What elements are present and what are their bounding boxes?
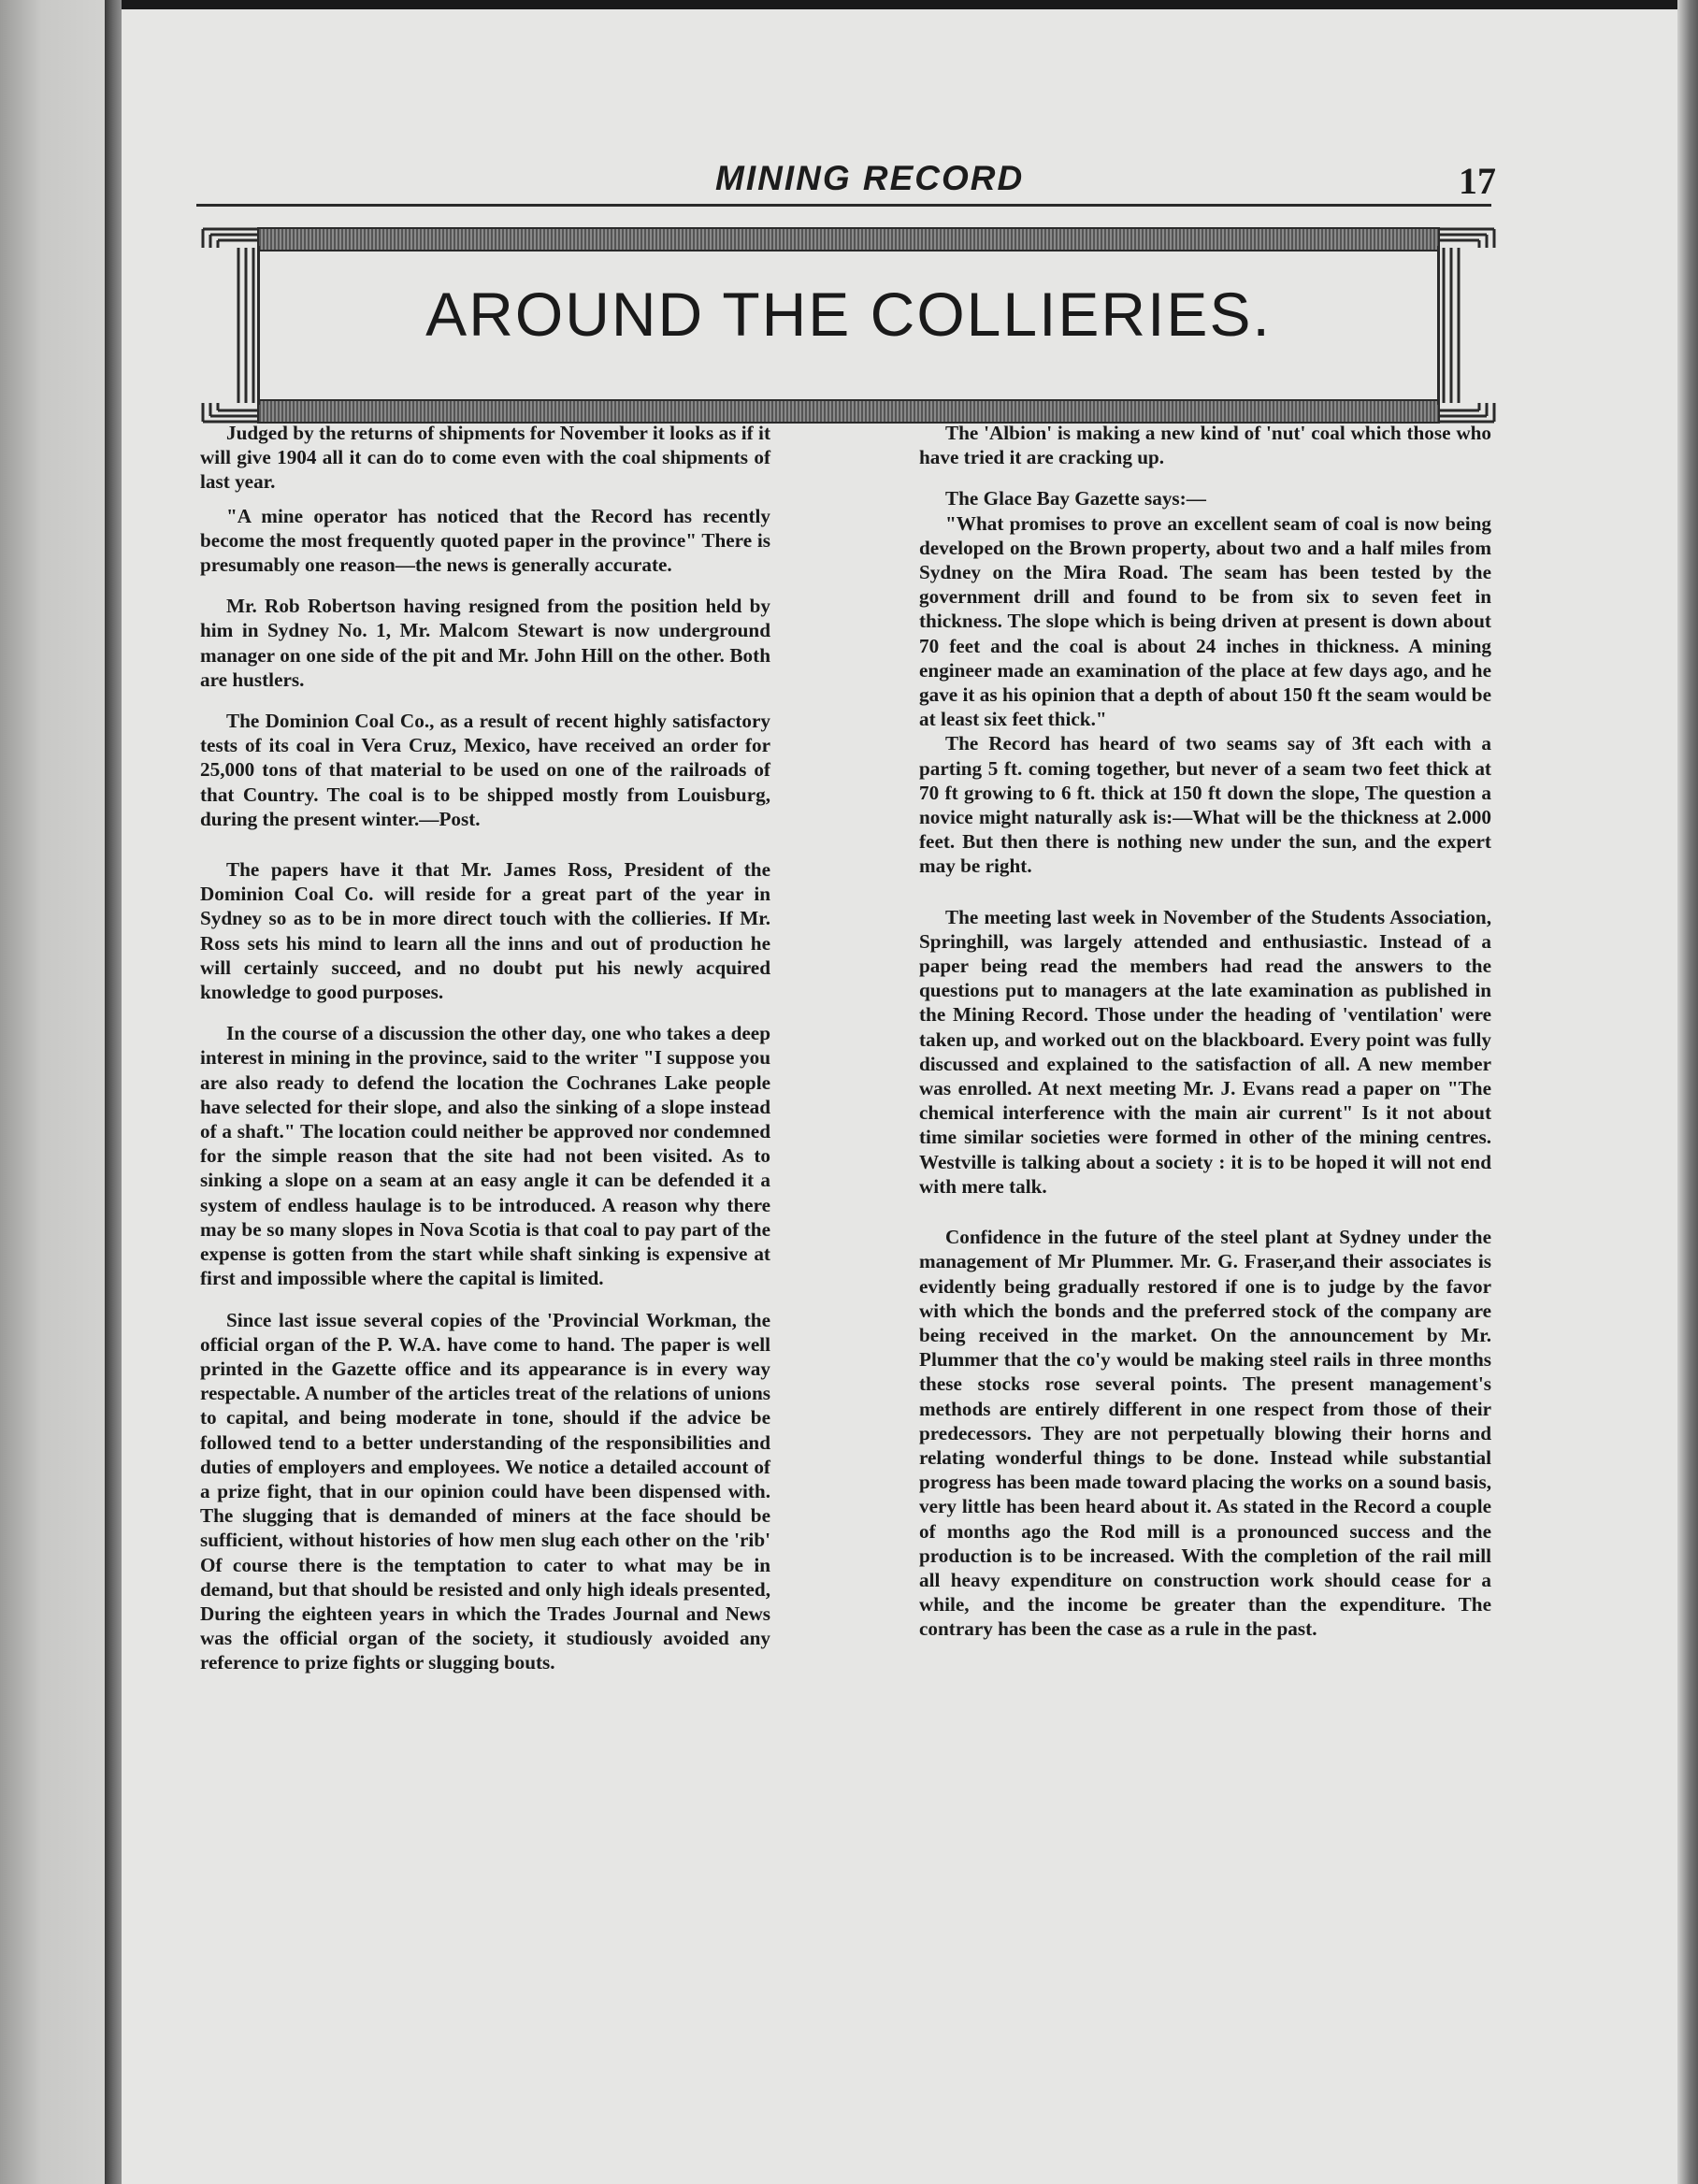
section-title: AROUND THE COLLIERIES. [425,280,1272,349]
scan-right-edge [1677,0,1698,2184]
paragraph: Mr. Rob Robertson having resigned from the position held by him in Sydney No. 1, Mr. Malcom Stewart is now underground manager on one side of the pit and Mr. John Hill on the other. Both are hustlers. [200,595,770,691]
paragraph: The meeting last week in November of the Students Association, Springhill, was largely attended and enthusiastic. Instead of a paper being read the members had read the answers to the questions put to managers at the late examination as published in the Mining Record. Those under the heading of 'ventilation' were taken up, and worked out on the blackboard. Every point was fully discussed and explained to the satisfaction of all. A new member was enrolled. At next meeting Mr. J. Evans read a paper on "The chemical interference with the main air current" Is it not about time similar societies were formed in other of the mining centres. Westville is talking about a society : it is to be hoped it will not end with mere talk. [919,905,1491,1198]
paragraph: Judged by the returns of shipments for November it looks as if it will give 1904 all it can do to come even with the coal shipments of last year. [200,422,770,494]
paragraph: The papers have it that Mr. James Ross, President of the Dominion Coal Co. will reside for a great part of the year in Sydney so as to be in more direct touch with the collieries. If Mr. Ross sets his mind to learn all the inns and out of production he will certainly succeed, and no doubt put his newly acquired knowledge to good purposes. [200,858,770,1004]
paragraph: "What promises to prove an excellent seam of coal is now being developed on the Brown property, about two and a half miles from Sydney on the Mira Road. The seam has been tested by the government drill and found to be from six to seven feet in thickness. The slope which is being driven at present is down about 70 feet and the coal is about 24 inches in thickness. A mining engineer made an examination of the place at few days ago, and he gave it as his opinion that a depth of about 150 ft the seam would be at least six feet thick." [919,511,1491,731]
paragraph: The Glace Bay Gazette says:— [945,487,1206,510]
scan-top-edge [0,0,1698,9]
scan-left-margin [0,0,105,2184]
right-column [919,421,1491,1642]
running-title: MINING RECORD [715,159,1025,197]
paragraph: "A mine operator has noticed that the Record has recently become the most frequently quoted paper in the province" There is presumably one reason—the news is generally accurate. [200,504,770,577]
running-header [196,159,1510,215]
book-spine [105,0,122,2184]
paragraph: In the course of a discussion the other day, one who takes a deep interest in mining in the province, said to the writer "I suppose you are also ready to defend the location the Cochranes Lake people have selected for their slope, and also the sinking of a slope instead of a shaft." The location could neither be approved nor condemned for the simple reason that the site had not been visited. As to sinking a slope on a seam at an easy angle it can be defended it a system of endless haulage is to be introduced. A reason why there may be so many slopes in Nova Scotia is that coal to pay part of the expense is gotten from the start while shaft sinking is expensive at first and impossible where the capital is limited. [200,1022,770,1290]
left-column [200,421,770,1675]
paragraph: The Record has heard of two seams say of 3ft each with a parting 5 ft. coming together, but never of a seam two feet thick at 70 ft growing to 6 ft. thick at 150 ft down the slope, The question a novice might naturally ask is:—What will be the thickness at 2.000 feet. But then there is nothing new under the sun, and the expert may be right. [919,732,1491,878]
paragraph: Confidence in the future of the steel plant at Sydney under the management of Mr Plummer. Mr. G. Fraser,and their associates is evidently being gradually restored if one is to judge by the favor with which the bonds and the preferred stock of the company are being received in the market. On the announcement by Mr. Plummer that the co'y would be making steel rails in three months these stocks rose several points. The present management's methods are entirely different in one respect from those of their predecessors. They are not perpetually blowing their horns and relating wonderful things to be done. Instead while substantial progress has been made toward placing the works on a sound basis, very little has been heard about it. As stated in the Record a couple of months ago the Rod mill is a pronounced success and the production is to be increased. With the completion of the rail mill all heavy expenditure on construction work should cease for a while, and the income be greater than the expenditure. The contrary has been the case as a rule in the past. [919,1226,1491,1641]
paragraph: Since last issue several copies of the 'Provincial Workman, the official organ of the P. W.A. have come to hand. The paper is well printed in the Gazette office and its appearance is in every way respectable. A number of the articles treat of the relations of unions to capital, and being moderate in tone, should if the advice be followed tend to a better understanding of the responsibilities and duties of employers and employees. We notice a detailed account of a prize fight, that in our opinion could have been dispensed with. The slugging that is demanded of miners at the face should be sufficient, without histories of how men slug each other on the 'rib' Of course there is the temptation to cater to what may be in demand, but that should be resisted and only high ideals presented, During the eighteen years in which the Trades Journal and News was the official organ of the society, it studiously avoided any reference to prize fights or slugging bouts. [200,1308,770,1674]
section-banner [201,227,1496,424]
header-rule-left [196,204,1075,207]
paragraph: The 'Albion' is making a new kind of 'nut' coal which those who have tried it are cracking up. [919,422,1491,469]
header-rule-right [1052,204,1491,207]
paragraph: The Dominion Coal Co., as a result of recent highly satisfactory tests of its coal in Vera Cruz, Mexico, have received an order for 25,000 tons of that material to be used on one of the railroads of that Country. The coal is to be shipped mostly from Louisburg, during the present winter.—Post. [200,710,770,830]
page-number: 17 [1459,160,1496,202]
